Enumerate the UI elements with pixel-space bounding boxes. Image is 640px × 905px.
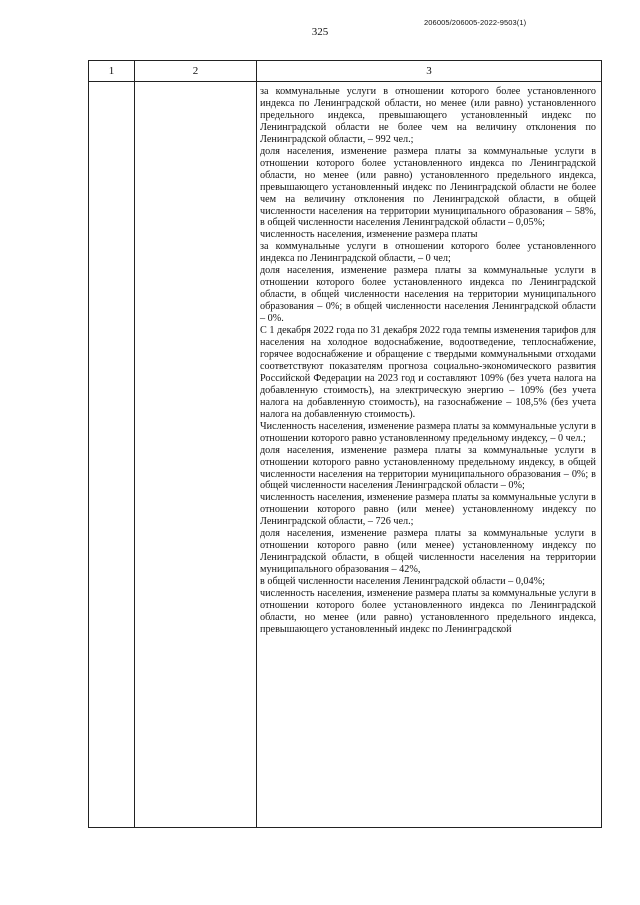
column-header-3: 3 — [257, 61, 602, 82]
column-header-1: 1 — [89, 61, 135, 82]
paragraph: в общей численности населения Ленинградской области – 0,04%; — [260, 576, 545, 588]
table-row — [89, 82, 602, 828]
cell-col-3 — [257, 82, 602, 828]
paragraph: численность населения, изменение размера платы — [260, 229, 478, 241]
cell-text — [257, 82, 601, 636]
paragraph: численность населения, изменение размера платы за коммунальные услуги в отношении которого равно (или менее) установленному индексу по Ленинградской области, – 726 чел.; — [260, 492, 596, 528]
page-number: 325 — [311, 26, 329, 38]
paragraph: доля населения, изменение размера платы за коммунальные услуги в отношении которого равно (или менее) установленному индексу по Ленинградской области, в общей численности населения на территории муниципального образования – 42%, — [260, 528, 596, 576]
paragraph: Численность населения, изменение размера платы за коммунальные услуги в отношении которого равно установленному предельному индексу, – 0 чел.; — [260, 420, 596, 444]
paragraph: численность населения, изменение размера платы за коммунальные услуги в отношении которого более установленного индекса по Ленинградской области, но менее (или равно) установленного предельного индекса, превышающего установленный индекс по Ленинградской — [260, 588, 596, 635]
paragraph: за коммунальные услуги в отношении которого более установленного индекса по Ленинградской области, – 0 чел; — [260, 241, 596, 265]
paragraph: С 1 декабря 2022 года по 31 декабря 2022 года темпы изменения тарифов для населения на холодное водоснабжение, водоотведение, теплоснабжение, горячее водоснабжение и обращение с твердыми коммунальными отходами соответствуют показателям прогноза социально-экономического развития Российской Федерации на 2023 год и составляют 109% (без учета налога на добавленную стоимость), на электрическую энергию – 109% (без учета налога на добавленную стоимость), на газоснабжение – 108,5% (без учета налога на добавленную стоимость). — [260, 325, 596, 420]
paragraph: доля населения, изменение размера платы за коммунальные услуги в отношении которого более установленного индекса по Ленинградской области, в общей численности населения на территории муниципального образования – 0%; в общей численности населения Ленинградской области – 0%. — [260, 265, 596, 325]
cell-col-1 — [89, 82, 135, 828]
table-header-row — [89, 61, 602, 82]
paragraph: доля населения, изменение размера платы за коммунальные услуги в отношении которого более установленного индекса по Ленинградской области, но менее (или равно) установленного предельного индекса, превышающего установленный индекс по Ленинградской области не более чем на величину отклонения по Ленинградской области, в общей численности населения на территории муниципального образования – 58%, в общей численности населения Ленинградской области – 0,05%; — [260, 145, 596, 229]
cell-col-2 — [135, 82, 257, 828]
document-id: 206005/206005-2022-9503(1) — [424, 18, 527, 27]
paragraph: за коммунальные услуги в отношении которого более установленного индекса по Ленинградской области, но менее (или равно) установленного предельного индекса, превышающего установленный индекс по Ленинградской области не более чем на величину отклонения по Ленинградской области, – 992 чел.; — [260, 86, 596, 145]
column-header-2: 2 — [135, 61, 257, 82]
paragraph: доля населения, изменение размера платы за коммунальные услуги в отношении которого равно установленному предельному индексу, в общей численности населения на территории муниципального образования – 0%; в общей численности населения Ленинградской области – 0%; — [260, 444, 596, 492]
document-table — [88, 60, 602, 828]
